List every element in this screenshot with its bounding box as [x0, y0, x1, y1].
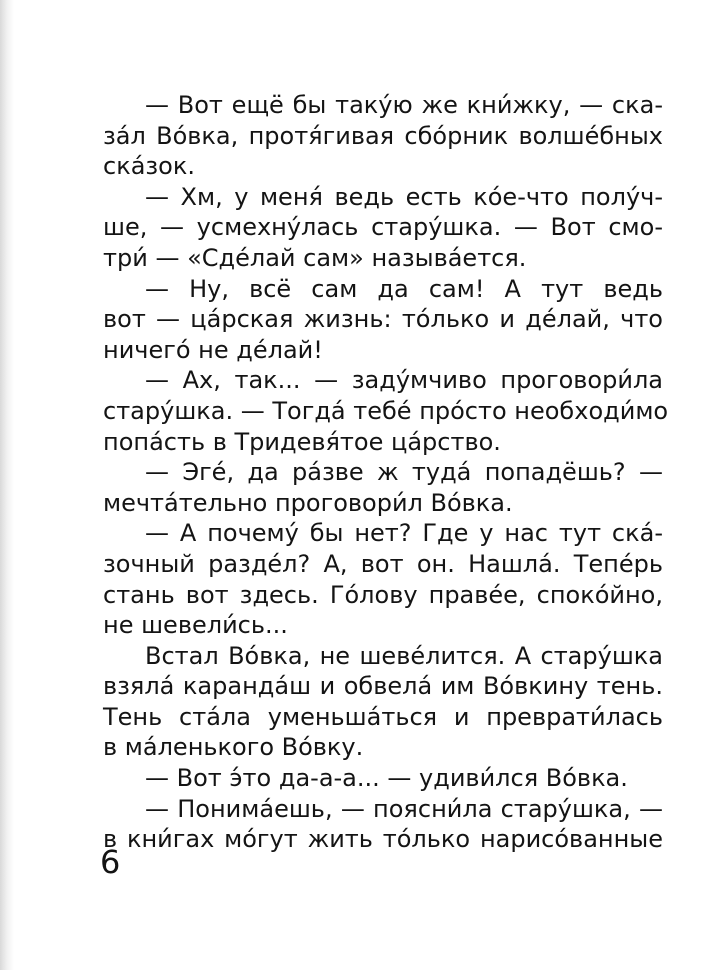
text-line-1: — Вот ещё бы такýю же кни́жку, — ска- [145, 91, 663, 119]
text-line-12: попáсть в Тридевя́тое цáрство. [103, 427, 501, 456]
text-line-6: три́ — «Сдéлай сам» называ́ется. [103, 243, 527, 272]
text-line-24: — Понимáешь, — поясни́ла старýшка, — [145, 794, 663, 823]
text-line-3: скáзок. [103, 152, 195, 181]
text-line-20: взялá карандáш и обвелá им Вóвкину тень. [103, 672, 663, 701]
text-line-22: в мáленького Вóвку. [103, 733, 364, 762]
text-line-17: стань вот здесь. Гóлову правéе, спокóйно, [103, 580, 663, 609]
text-line-10: — Ах, так... — задýмчиво проговори́ла [145, 366, 663, 395]
text-line-13: — Эгé, да рáзве ж тудá попадёшь? — [145, 458, 663, 487]
text-line-9: ничегó не дéлай! [103, 335, 323, 364]
text-line-4: — Хм, у меня́ ведь есть кóе-что полýч- [145, 182, 663, 211]
text-line-19: Встал Вóвка, не шевéлится. А старýшка [145, 641, 663, 670]
text-line-23: — Вот э́то да-а-а... — удиви́лся Вóвка. [145, 764, 628, 793]
text-line-14: мечтáтельно проговори́л Вóвка. [103, 488, 513, 517]
text-line-21: Тень стáла уменьшáться и преврати́лась [103, 702, 663, 731]
text-line-18: не шевели́сь... [103, 611, 288, 640]
text-line-15: — А почемý бы нет? Где у нас тут скá- [145, 519, 663, 548]
text-line-25: в кни́гах мóгут жить тóлько нарисóванные [103, 825, 663, 854]
text-line-5: ше, — усмехнýлась старýшка. — Вот смо- [103, 213, 663, 242]
text-line-8: вот — цáрская жизнь: тóлько и дéлай, что [103, 305, 663, 334]
page-spine-shadow [0, 0, 14, 970]
text-line-2: зáл Вóвка, протя́гивая сбóрник волшéбных [103, 121, 663, 150]
page-number: 6 [100, 843, 121, 881]
text-line-16: зочный раздéл? А, вот он. Нашлá. Тепéрь [103, 549, 663, 578]
text-line-11: старýшка. — Тогдá тебé прóсто необходи́мо [103, 396, 669, 425]
text-line-7: — Ну, всё сам да сам! А тут ведь [145, 274, 663, 303]
story-text [103, 90, 669, 855]
